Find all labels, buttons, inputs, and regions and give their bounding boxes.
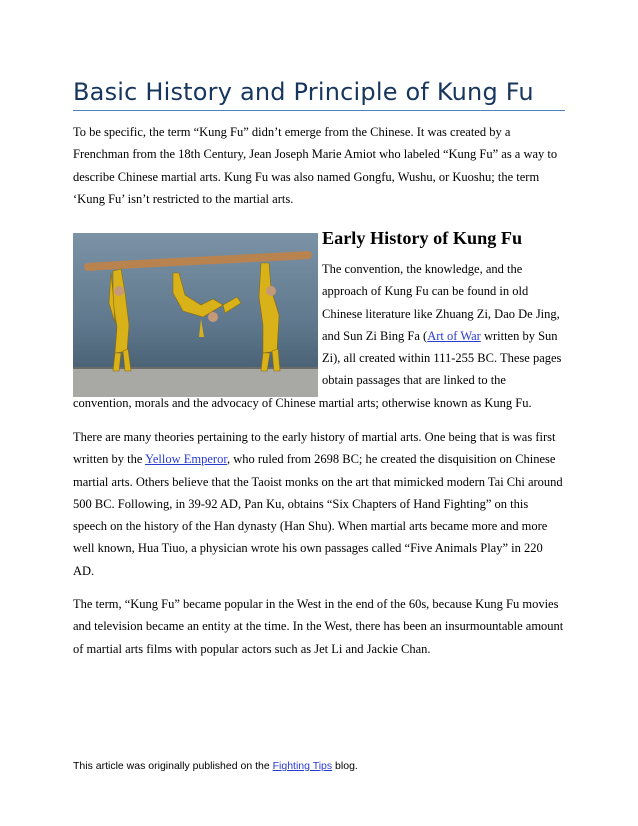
early-text-part2: written by Sun Zi), all created within 111-255 BC. These pages obtain passages that are linked to the: [322, 328, 562, 388]
fighting-tips-link[interactable]: Fighting Tips: [272, 760, 333, 772]
theories-text-part2: , who ruled from 2698 BC; he created the disquisition on Chinese martial arts. Others believe that the Taoist monks on the art that mimicked modern Tai Chi around 500 BC. Following, in 39-92 AD, Pan Ku, obtains “Six Chapters of Hand Fighting” on this speech on the history of the Han dynasty (Han Shu). When martial arts became more and more well known, Hua Tiuo, a physician wrote his own passages called “Five Animals Play” in 220 AD.: [73, 452, 563, 578]
footer-text-part1: This article was originally published on the: [73, 760, 273, 772]
early-history-paragraph: [322, 258, 565, 392]
art-of-war-link[interactable]: Art of War: [427, 328, 481, 343]
title-underline: [73, 110, 565, 111]
early-history-continued: convention, morals and the advocacy of Chinese martial arts; otherwise known as Kung Fu.: [73, 396, 532, 410]
page-title: Basic History and Principle of Kung Fu: [73, 78, 534, 106]
early-text-part1: The convention, the knowledge, and the approach of Kung Fu can be found in old Chinese literature like Zhuang Zi, Dao De Jing, and Sun Zi Bing Fa (: [322, 262, 560, 343]
kung-fu-monks-photo: [73, 233, 318, 397]
west-popularity-paragraph: The term, “Kung Fu” became popular in the West in the end of the 60s, because Kung Fu movies and television became an entity at the time. In the West, there has been an insurmountable amount of martial arts films with popular actors such as Jet Li and Jackie Chan.: [73, 597, 564, 656]
theories-text-part1: There are many theories pertaining to the early history of martial arts. One being that is was first written by the: [73, 430, 556, 467]
theories-paragraph: [73, 426, 565, 582]
intro-paragraph: To be specific, the term “Kung Fu” didn’t emerge from the Chinese. It was created by a Frenchman from the 18th Century, Jean Joseph Marie Amiot who labeled “Kung Fu” as a way to describe Chinese martial arts. Kung Fu was also named Gongfu, Wushu, or Kuoshu; the term ‘Kung Fu’ isn’t restricted to the martial arts.: [73, 125, 558, 206]
yellow-emperor-link[interactable]: Yellow Emperor: [145, 452, 227, 467]
section-heading-early-history: Early History of Kung Fu: [322, 228, 523, 248]
footer-note: [73, 760, 358, 772]
footer-text-part2: blog.: [332, 760, 358, 772]
